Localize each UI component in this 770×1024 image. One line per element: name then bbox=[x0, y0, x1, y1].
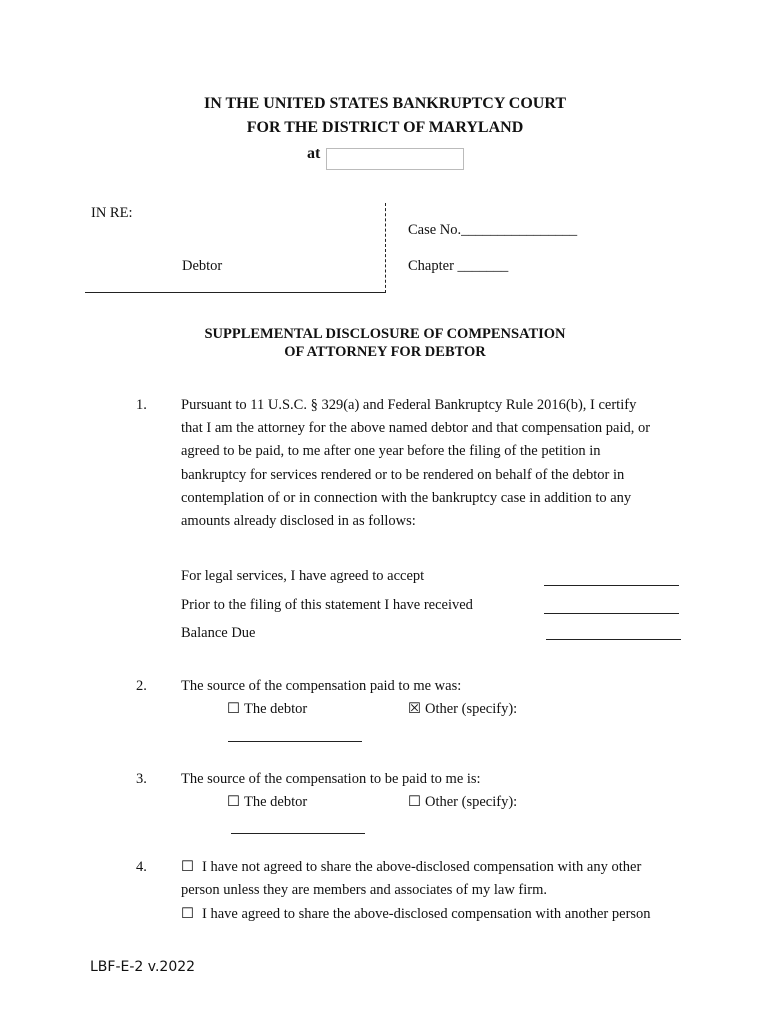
fee-received-field[interactable] bbox=[544, 613, 679, 614]
fee-agreed-field[interactable] bbox=[544, 585, 679, 586]
item3-option-debtor[interactable] bbox=[227, 794, 307, 811]
court-title-line2: FOR THE DISTRICT OF MARYLAND bbox=[246, 119, 524, 136]
fee-balance-field[interactable] bbox=[546, 639, 681, 640]
court-location-value bbox=[327, 151, 331, 166]
checkbox-icon[interactable]: ☐ bbox=[181, 906, 194, 922]
option-label: I have not agreed to share the above-disclosed compensation with any other bbox=[202, 859, 642, 875]
fee-label-received: Prior to the filing of this statement I have received bbox=[181, 597, 473, 613]
item2-specify-field[interactable] bbox=[228, 741, 362, 742]
item2-text: The source of the compensation paid to me was: bbox=[181, 678, 462, 694]
item2-option-debtor[interactable] bbox=[227, 701, 307, 718]
item1-paragraph bbox=[181, 394, 681, 533]
item4-line-a2: person unless they are members and associates of my law firm. bbox=[181, 882, 548, 898]
item1-line: contemplation of or in connection with the bankruptcy case in addition to any bbox=[181, 489, 632, 506]
fee-label-balance: Balance Due bbox=[181, 625, 256, 641]
option-label: I have agreed to share the above-disclosed compensation with another person bbox=[202, 906, 651, 922]
checkbox-icon[interactable]: ☐ bbox=[408, 794, 421, 810]
item3-specify-field[interactable] bbox=[231, 833, 365, 834]
item1-line: bankruptcy for services rendered or to be rendered on behalf of the debtor in bbox=[181, 466, 625, 483]
at-label: at bbox=[307, 145, 321, 162]
document-title-line1: SUPPLEMENTAL DISCLOSURE OF COMPENSATION bbox=[204, 326, 566, 342]
item3-text: The source of the compensation to be paid to me is: bbox=[181, 771, 481, 787]
in-re-label: IN RE: bbox=[91, 205, 133, 221]
form-identifier: LBF-E-2 v.2022 bbox=[90, 959, 196, 975]
item4-option-not-shared[interactable] bbox=[181, 859, 641, 876]
item2-option-other[interactable] bbox=[408, 701, 517, 718]
option-label: The debtor bbox=[244, 794, 308, 810]
checkbox-icon[interactable]: ☐ bbox=[181, 859, 194, 875]
checked-checkbox-icon[interactable]: ☒ bbox=[408, 701, 421, 717]
item1-line: that I am the attorney for the above named debtor and that compensation paid, or bbox=[181, 420, 651, 437]
checkbox-icon[interactable]: ☐ bbox=[227, 794, 240, 810]
option-label: Other (specify): bbox=[425, 701, 518, 717]
document-title-line2: OF ATTORNEY FOR DEBTOR bbox=[284, 344, 486, 360]
item3-option-other[interactable] bbox=[408, 794, 517, 811]
fee-label-agreed: For legal services, I have agreed to accept bbox=[181, 568, 425, 584]
case-number-field[interactable]: Case No.________________ bbox=[408, 222, 578, 238]
caption-underline bbox=[85, 292, 386, 293]
item1-line: agreed to be paid, to me after one year before the filing of the petition in bbox=[181, 443, 601, 460]
caption-divider bbox=[385, 203, 386, 293]
option-label: The debtor bbox=[244, 701, 308, 717]
checkbox-icon[interactable]: ☐ bbox=[227, 701, 240, 717]
chapter-field[interactable]: Chapter _______ bbox=[408, 258, 509, 274]
item-number: 1. bbox=[136, 397, 147, 413]
item-number: 2. bbox=[136, 678, 147, 694]
court-title-line1: IN THE UNITED STATES BANKRUPTCY COURT bbox=[203, 95, 567, 112]
debtor-label: Debtor bbox=[182, 258, 223, 274]
option-label: Other (specify): bbox=[425, 794, 518, 810]
item-number: 3. bbox=[136, 771, 147, 787]
item1-line: Pursuant to 11 U.S.C. § 329(a) and Federal Bankruptcy Rule 2016(b), I certify bbox=[181, 397, 637, 413]
court-location-field[interactable] bbox=[326, 148, 464, 170]
item-number: 4. bbox=[136, 859, 147, 875]
item1-line: amounts already disclosed in as follows: bbox=[181, 513, 416, 530]
item4-option-shared[interactable] bbox=[181, 906, 651, 923]
